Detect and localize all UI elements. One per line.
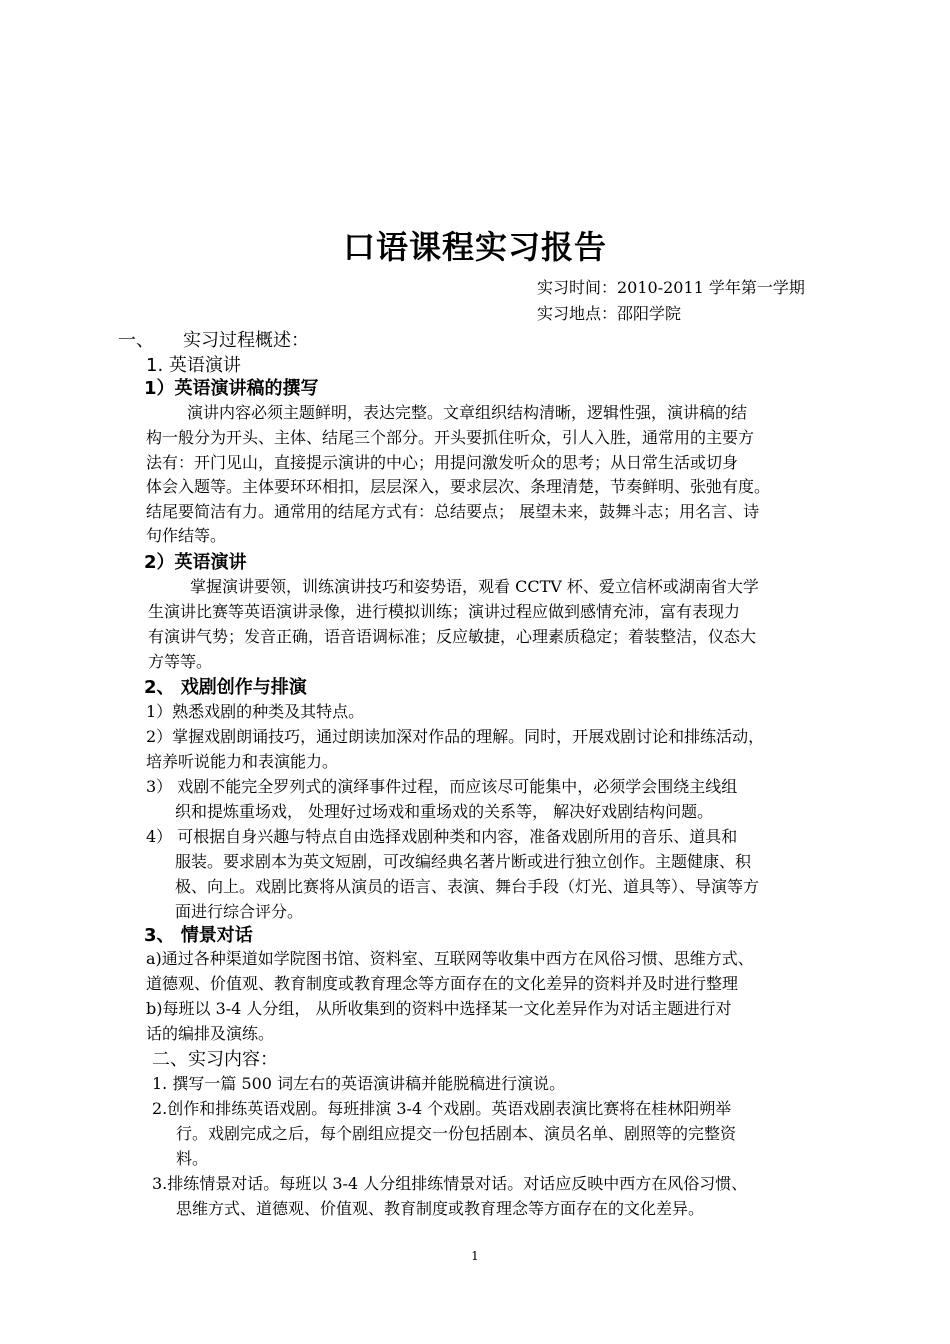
item3-line: a)通过各种渠道如学院图书馆、资料室、互联网等收集中西方在风俗习惯、思维方式、	[146, 949, 754, 968]
item3-line: 话的编排及演练。	[146, 1024, 275, 1043]
item2-line: 面进行综合评分。	[175, 902, 304, 921]
section1-heading: 实习过程概述：	[183, 330, 309, 351]
sub2-line: 生演讲比赛等英语演讲录像，进行模拟训练；演讲过程应做到感情充沛，富有表现力	[148, 602, 741, 621]
sub2-line: 方等等。	[148, 652, 213, 671]
sub1-line: 体会入题等。主体要环环相扣，层层深入，要求层次、条理清楚，节奏鲜明、张弛有度。	[146, 477, 771, 496]
sub1-heading: 1）英语演讲稿的撰写	[144, 378, 319, 399]
internship-place: 实习地点：邵阳学院	[537, 304, 682, 323]
section2-line: 行。戏剧完成之后，每个剧组应提交一份包括剧本、演员名单、剧照等的完整资	[176, 1124, 737, 1143]
section2-line: 料。	[176, 1149, 209, 1168]
item2-line: 1）熟悉戏剧的种类及其特点。	[146, 702, 365, 721]
section2-line: 2.创作和排练英语戏剧。每班排演 3-4 个戏剧。英语戏剧表演比赛将在桂林阳朔举	[152, 1099, 732, 1118]
page-number: 1	[471, 1249, 479, 1263]
item3-heading: 3、 情景对话	[144, 925, 253, 946]
sub1-line: 结尾要简洁有力。通常用的结尾方式有：总结要点； 展望未来，鼓舞斗志；用名言、诗	[146, 502, 760, 521]
item2-line: 2）掌握戏剧朗诵技巧，通过朗读加深对作品的理解。同时，开展戏剧讨论和排练活动，	[146, 727, 765, 746]
sub2-line: 掌握演讲要领，训练演讲技巧和姿势语，观看 CCTV 杯、爱立信杯或湖南省大学	[190, 577, 759, 596]
sub2-heading: 2）英语演讲	[144, 552, 247, 573]
sub1-line: 演讲内容必须主题鲜明，表达完整。文章组织结构清晰，逻辑性强，演讲稿的结	[187, 403, 748, 422]
item2-line: 4） 可根据自身兴趣与特点自由选择戏剧种类和内容，准备戏剧所用的音乐、道具和	[146, 827, 738, 846]
item2-line: 3） 戏剧不能完全罗列式的演绎事件过程，而应该尽可能集中，必须学会围绕主线组	[146, 777, 738, 796]
sub1-line: 构一般分为开头、主体、结尾三个部分。开头要抓住听众，引人入胜，通常用的主要方	[146, 428, 755, 447]
sub2-line: 有演讲气势；发音正确，语音语调标准；反应敏捷，心理素质稳定；着装整洁，仪态大	[148, 627, 757, 646]
sub1-line: 句作结等。	[146, 526, 227, 545]
internship-time: 实习时间：2010-2011 学年第一学期	[537, 278, 805, 297]
item1-heading: 1. 英语演讲	[146, 355, 241, 376]
document-title: 口语课程实习报告	[342, 228, 607, 266]
section2-line: 1. 撰写一篇 500 词左右的英语演讲稿并能脱稿进行演说。	[152, 1074, 566, 1093]
section2-heading: 二、实习内容：	[152, 1049, 278, 1070]
item2-heading: 2、 戏剧创作与排演	[144, 677, 307, 698]
section2-line: 3.排练情景对话。每班以 3-4 人分组排练情景对话。对话应反映中西方在风俗习惯、	[152, 1174, 748, 1193]
section1-number: 一、	[118, 330, 154, 351]
item2-line: 极、向上。戏剧比赛将从演员的语言、表演、舞台手段（灯光、道具等）、导演等方	[175, 877, 760, 896]
item2-line: 培养听说能力和表演能力。	[146, 752, 339, 771]
item3-line: b)每班以 3-4 人分组， 从所收集到的资料中选择某一文化差异作为对话主题进行对	[146, 999, 732, 1018]
item3-line: 道德观、价值观、教育制度或教育理念等方面存在的文化差异的资料并及时进行整理	[146, 974, 739, 993]
item2-line: 服装。要求剧本为英文短剧，可改编经典名著片断或进行独立创作。主题健康、积	[175, 852, 752, 871]
item2-line: 织和提炼重场戏， 处理好过场戏和重场戏的关系等， 解决好戏剧结构问题。	[175, 802, 714, 821]
section2-line: 思维方式、道德观、价值观、教育制度或教育理念等方面存在的文化差异。	[176, 1199, 705, 1218]
sub1-line: 法有：开门见山，直接提示演讲的中心；用提问激发听众的思考；从日常生活或切身	[146, 453, 739, 472]
